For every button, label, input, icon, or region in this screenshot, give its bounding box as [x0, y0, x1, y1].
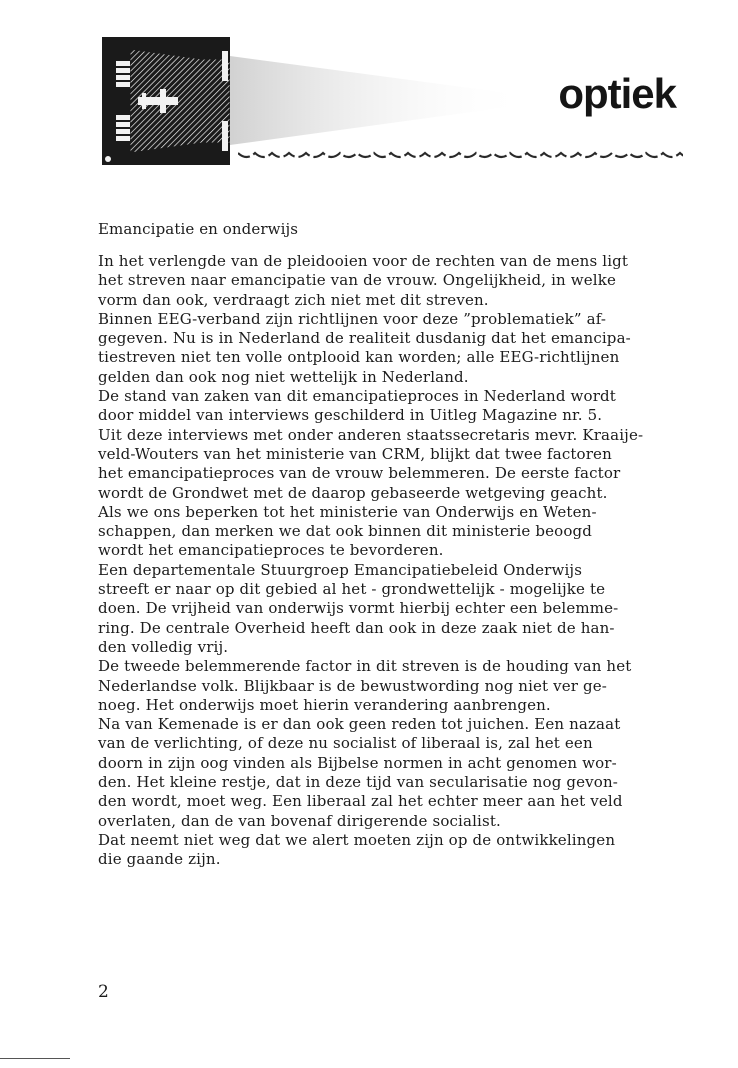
page-number: 2: [98, 982, 109, 1002]
section-title: optiek: [558, 70, 676, 117]
article: [98, 220, 703, 870]
wave-stroke: [238, 153, 683, 157]
paragraph: Dat neemt niet weg dat we alert moeten zijn op de ontwikkelingen die gaande zijn.: [98, 830, 616, 869]
wavy-underline: [238, 150, 683, 162]
paragraph: Binnen EEG-verband zijn richtlijnen voor deze ”problematiek” af- gegeven. Nu is in Nederland de realiteit dusdanig dat het emancipa- tiestreven niet ten volle ontplooid kan worden; alle EEG-richtlijnen gelden dan ook nog niet wettelijk in Nederland.: [98, 309, 631, 386]
article-body: [98, 252, 703, 870]
article-heading: Emancipatie en onderwijs: [98, 220, 299, 238]
masthead: [0, 0, 738, 200]
binoculars-icon: [102, 37, 230, 165]
bottom-rule: [0, 1058, 70, 1059]
paragraph: De stand van zaken van dit emancipatieproces in Nederland wordt door middel van interviews geschilderd in Uitleg Magazine nr. 5. Uit deze interviews met onder anderen staatssecretaris mevr. Kraaije- veld-Wouters van het ministerie van CRM, blijkt dat twee factoren het emancipatieproces van de vrouw belemmeren. De eerste factor wordt de Grondwet met de daarop gebaseerde wetgeving geacht.: [98, 387, 644, 502]
paragraph: Een departementale Stuurgroep Emancipatiebeleid Onderwijs streeft er naar op dit gebied al het - grondwettelijk - mogelijke te doen. De vrijheid van onderwijs vormt hierbij echter een belemme- ring. De centrale Overheid heeft dan ook in deze zaak niet de han- den volledig vrij.: [98, 560, 619, 656]
paragraph: Na van Kemenade is er dan ook geen reden tot juichen. Een nazaat van de verlichting, of deze nu socialist of liberaal is, zal het een doorn in zijn oog vinden als Bijbelse normen in acht genomen wor- den. Het kleine restje, dat in deze tijd van secularisatie nog gevon- den wordt, moet weg. Een liberaal zal het echter meer aan het veld overlaten, dan de van bovenaf dirigerende socialist.: [98, 715, 623, 830]
light-beam-graphic: [230, 48, 530, 153]
paragraph: Als we ons beperken tot het ministerie van Onderwijs en Weten- schappen, dan merken we dat ook binnen dit ministerie beoogd wordt het emancipatieproces te bevorderen.: [98, 502, 597, 560]
paragraph: In het verlengde van de pleidooien voor de rechten van de mens ligt het streven naar emancipatie van de vrouw. Ongelijkheid, in welke vorm dan ook, verdraagt zich niet met dit streven.: [98, 252, 629, 309]
paragraph: De tweede belemmerende factor in dit streven is de houding van het Nederlandse volk. Blijkbaar is de bewustwording nog niet ver ge- noeg. Het onderwijs moet hierin verandering aanbrengen.: [98, 657, 632, 714]
